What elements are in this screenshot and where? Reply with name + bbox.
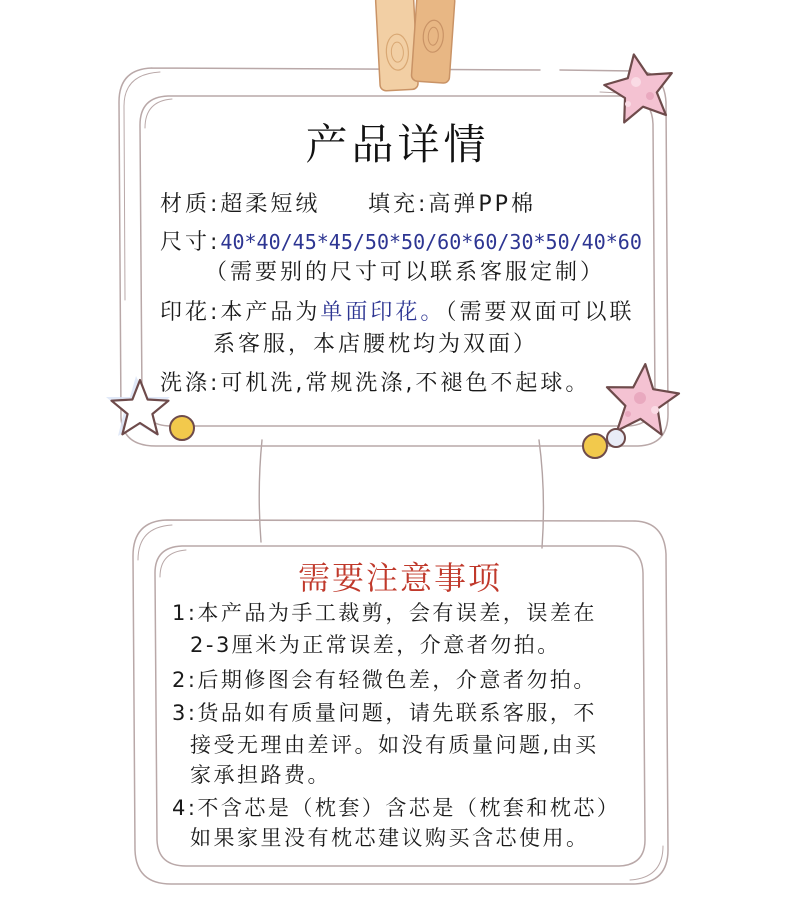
yellow-dot-right-icon <box>583 434 607 458</box>
note-line: 家承担路费。 <box>190 763 331 787</box>
note-line: 如果家里没有枕芯建议购买含芯使用。 <box>190 826 590 850</box>
yellow-dot-left-icon <box>170 416 194 440</box>
pale-dot-right-icon <box>607 429 625 447</box>
size-line <box>160 227 642 258</box>
note-line: 3:货品如有质量问题，请先联系客服，不 <box>172 701 597 725</box>
hanging-strings <box>259 440 543 548</box>
material-text: 材质:超柔短绒 <box>160 192 321 217</box>
print-label: 印花:本产品为 <box>160 300 321 325</box>
washing-text: 洗涤:可机洗,常规洗涤,不褪色不起球。 <box>160 371 591 396</box>
note-line: 2:后期修图会有轻微色差，介意者勿拍。 <box>172 668 597 692</box>
print-note-part2: 系客服，本店腰枕均为双面） <box>213 332 539 357</box>
print-note-part1: （需要双面可以联 <box>445 300 635 325</box>
size-note: （需要别的尺寸可以联系客服定制） <box>205 260 606 285</box>
note-line: 4:不含芯是（枕套）含芯是（枕套和枕芯） <box>172 796 621 820</box>
print-line <box>160 298 634 328</box>
left-string <box>259 440 262 542</box>
size-values: 40*40/45*45/50*50/60*60/30*50/40*60 <box>220 230 642 254</box>
note-line: 接受无理由差评。如没有质量问题,由买 <box>190 733 599 757</box>
right-string <box>539 440 543 548</box>
note-line: 2-3厘米为正常误差，介意者勿拍。 <box>190 633 561 657</box>
details-title: 产品详情 <box>305 120 490 169</box>
size-label: 尺寸: <box>160 230 221 255</box>
note-line: 1:本产品为手工裁剪，会有误差，误差在 <box>172 601 597 625</box>
filling-text: 填充:高弹PP棉 <box>368 192 536 217</box>
clip-decoration <box>375 0 455 91</box>
notes-title: 需要注意事项 <box>297 559 502 597</box>
print-highlight: 单面印花。 <box>320 300 446 325</box>
